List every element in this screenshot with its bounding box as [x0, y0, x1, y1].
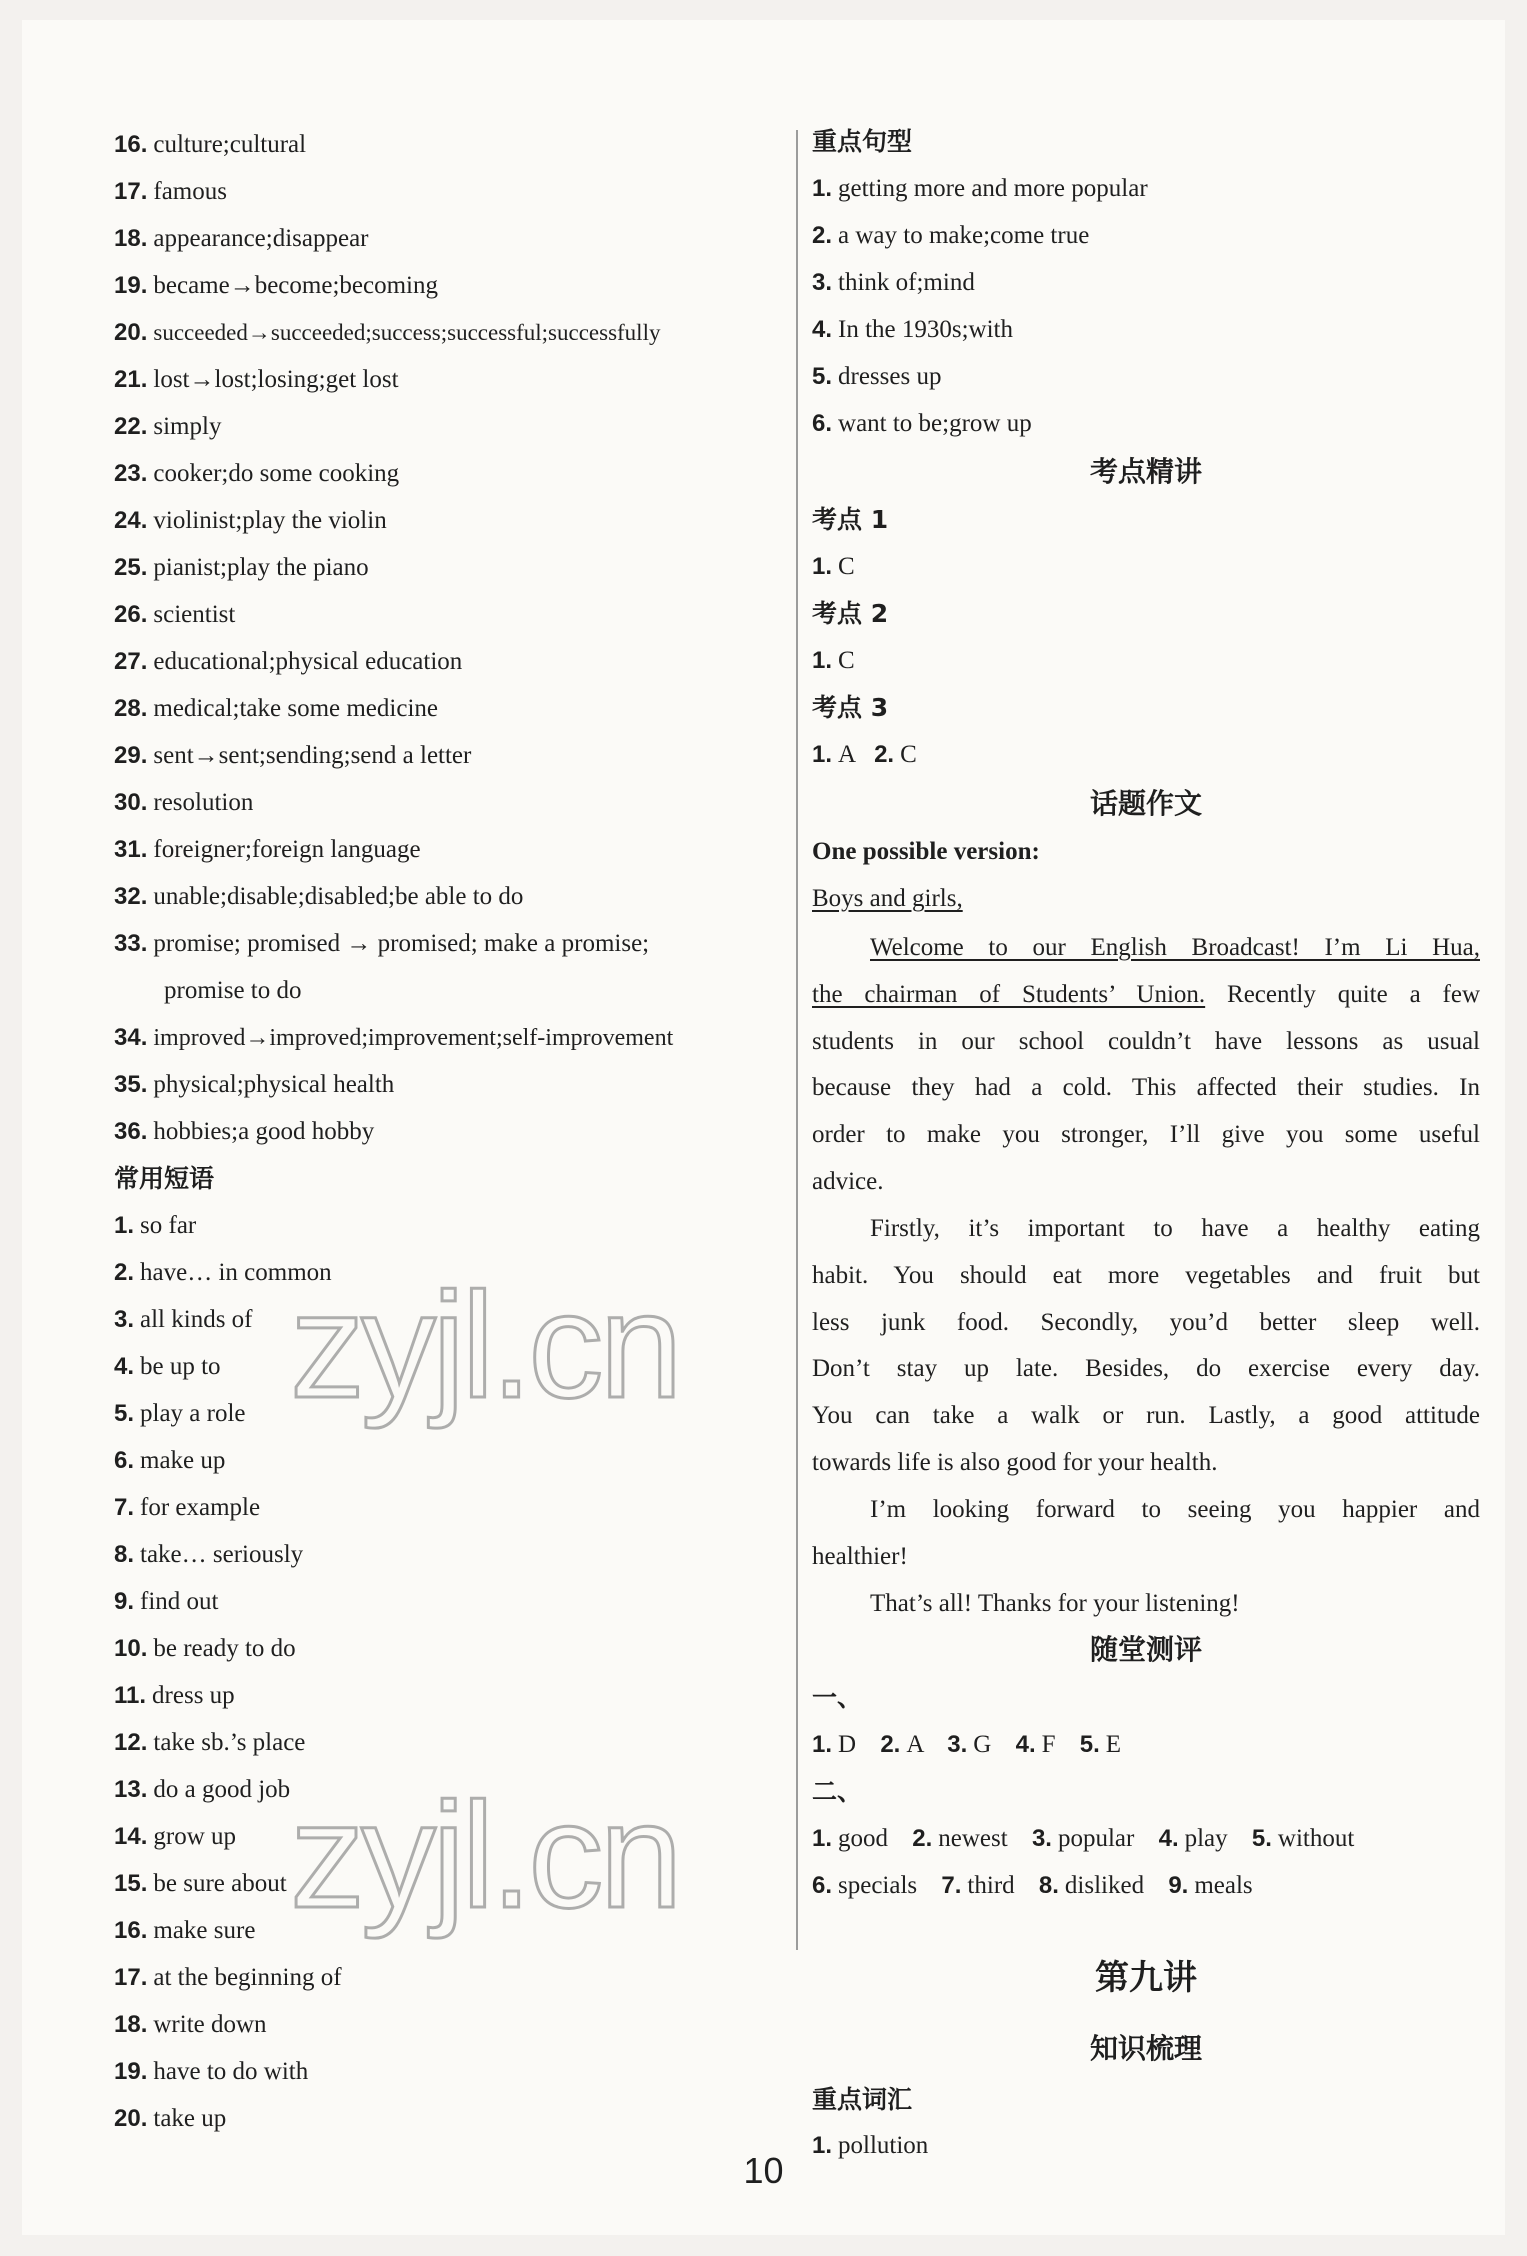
watermark: zyjl.cn: [290, 1261, 679, 1429]
list-item: 26. scientist: [114, 601, 236, 628]
phrase-item: 14. grow up: [114, 1823, 237, 1850]
sentence-item: 3. think of;mind: [812, 269, 975, 296]
list-item: 35. physical;physical health: [114, 1071, 395, 1098]
part-label: 一、: [812, 1683, 863, 1712]
list-item: 22. simply: [114, 413, 222, 440]
answer-row: 1. good 2. newest 3. popular 4. play 5. without: [812, 1825, 1355, 1852]
list-item: 36. hobbies;a good hobby: [114, 1118, 375, 1145]
list-item: 33. promise; promised → promised; make a promise;: [114, 930, 650, 957]
phrases-heading: 常用短语: [114, 1164, 215, 1193]
watermark: zyjl.cn: [290, 1771, 679, 1939]
phrase-item: 1. so far: [114, 1212, 197, 1239]
underlined-text: Welcome to our English Broadcast! I’m Li Hua,: [870, 934, 1480, 961]
composition-heading: 话题作文: [1089, 787, 1202, 820]
part-label: 二、: [812, 1777, 863, 1806]
phrase-item: 2. have… in common: [114, 1259, 332, 1286]
exam-point-label: 考点 3: [812, 693, 889, 722]
phrase-item: 20. take up: [114, 2105, 227, 2132]
composition-paragraph-1: Welcome to our English Broadcast! I’m Li Hua, the chairman of Students’ Union. Recently quite a few students in our school couldn’t have lessons as usual because they had a cold. This affected their studies. In order to make you stronger, I’ll give you some useful advice.: [812, 934, 1481, 1195]
list-item: 21. lost→lost;losing;get lost: [114, 366, 399, 393]
list-item: 30. resolution: [114, 789, 254, 816]
list-item: 19. became→become;becoming: [114, 272, 438, 299]
list-item: 34. improved→improved;improvement;self-improvement: [114, 1024, 674, 1051]
phrase-item: 19. have to do with: [114, 2058, 309, 2085]
answer-row: 1. D 2. A 3. G 4. F 5. E: [812, 1731, 1122, 1758]
phrase-item: 17. at the beginning of: [114, 1964, 342, 1991]
page-number: 10: [743, 2150, 784, 2191]
list-item: 32. unable;disable;disabled;be able to do: [114, 883, 524, 910]
phrase-item: 10. be ready to do: [114, 1635, 296, 1662]
phrase-item: 9. find out: [114, 1588, 219, 1615]
composition-paragraph-4: That’s all! Thanks for your listening!: [870, 1590, 1240, 1617]
exam-heading: 考点精讲: [1089, 455, 1202, 488]
list-item: 27. educational;physical education: [114, 648, 463, 675]
exam-answer: 1. A 2. C: [812, 741, 917, 768]
list-item: promise to do: [164, 977, 302, 1004]
vocab-heading: 重点词汇: [812, 2085, 913, 2114]
exam-answer: 1. C: [812, 647, 855, 674]
sentence-item: 6. want to be;grow up: [812, 410, 1032, 437]
sentence-item: 2. a way to make;come true: [812, 222, 1090, 249]
composition-paragraph-2: Firstly, it’s important to have a healthy eating habit. You should eat more vegetables and fruit but less junk food. Secondly, you’d better sleep well. Don’t stay up late. Besides, do exercise every day. You can take a walk or run. Lastly, a good attitude towards life is also good for your health.: [812, 1215, 1480, 1476]
list-item: 29. sent→sent;sending;send a letter: [114, 742, 472, 769]
composition-paragraph-3: I’m looking forward to seeing you happier and healthier!: [812, 1496, 1480, 1570]
list-item: 20. succeeded→succeeded;success;successful;successfully: [114, 319, 661, 346]
list-item: 18. appearance;disappear: [114, 225, 369, 252]
phrase-item: 4. be up to: [114, 1353, 221, 1380]
vocab-item: 1. pollution: [812, 2132, 929, 2159]
phrase-item: 5. play a role: [114, 1400, 246, 1427]
sentences-heading: 重点句型: [812, 127, 913, 156]
phrase-item: 18. write down: [114, 2011, 267, 2038]
list-item: 25. pianist;play the piano: [114, 554, 369, 581]
list-item: 28. medical;take some medicine: [114, 695, 438, 722]
sentence-item: 4. In the 1930s;with: [812, 316, 1014, 343]
underlined-text: the chairman of Students’ Union.: [812, 980, 1206, 1008]
test-heading: 随堂测评: [1089, 1633, 1202, 1666]
phrase-item: 6. make up: [114, 1447, 226, 1474]
list-item: 31. foreigner;foreign language: [114, 836, 421, 863]
phrase-item: 15. be sure about: [114, 1870, 287, 1897]
list-item: 16. culture;cultural: [114, 131, 307, 158]
exam-answer: 1. C: [812, 553, 855, 580]
greeting: Boys and girls,: [812, 885, 963, 912]
exam-point-label: 考点 1: [812, 505, 889, 534]
list-item: 23. cooker;do some cooking: [114, 460, 400, 487]
phrase-item: 12. take sb.’s place: [114, 1729, 306, 1756]
answer-row: 6. specials 7. third 8. disliked 9. meals: [812, 1872, 1253, 1899]
exam-point-label: 考点 2: [812, 599, 889, 628]
sentence-item: 1. getting more and more popular: [812, 175, 1148, 202]
version-label: One possible version:: [812, 838, 1040, 865]
phrase-item: 13. do a good job: [114, 1776, 291, 1803]
phrase-item: 3. all kinds of: [114, 1306, 253, 1333]
lecture-subtitle: 知识梳理: [1089, 2032, 1202, 2065]
phrase-item: 7. for example: [114, 1494, 261, 1521]
phrase-item: 8. take… seriously: [114, 1541, 304, 1568]
sentence-item: 5. dresses up: [812, 363, 942, 390]
page: [22, 20, 1505, 2235]
phrase-item: 16. make sure: [114, 1917, 256, 1944]
list-item: 17. famous: [114, 178, 227, 205]
lecture-title: 第九讲: [1095, 1958, 1197, 1998]
list-item: 24. violinist;play the violin: [114, 507, 387, 534]
column-divider: [796, 130, 798, 1950]
phrase-item: 11. dress up: [114, 1682, 235, 1709]
